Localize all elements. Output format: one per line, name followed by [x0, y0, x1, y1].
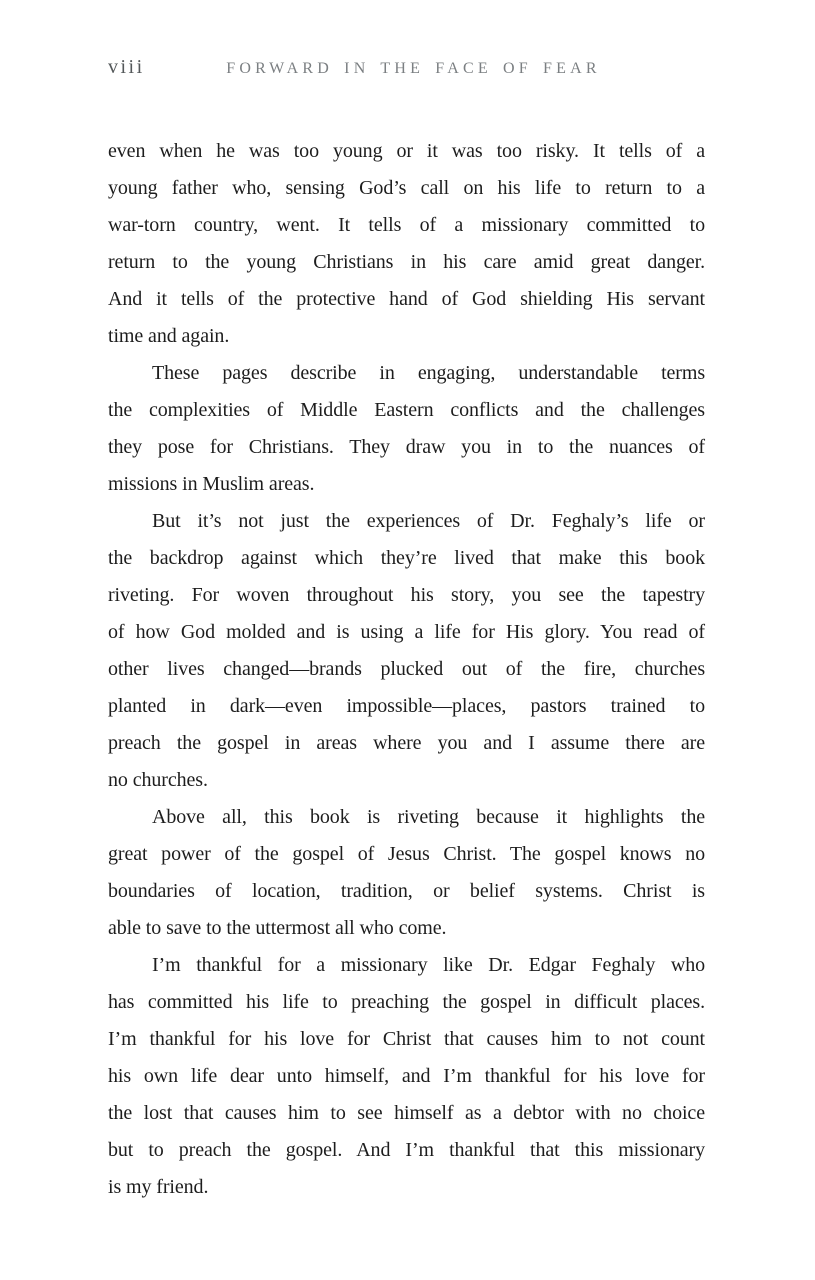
text-line: of how God molded and is using a life for His glory. You read of [108, 621, 705, 643]
running-head: FORWARD IN THE FACE OF FEAR [226, 60, 601, 77]
text-line: planted in dark—even impossible—places, pastors trained to [108, 695, 705, 717]
text-line: Above all, this book is riveting because it highlights the [152, 806, 705, 828]
text-line: And it tells of the protective hand of God shielding His servant [108, 288, 705, 310]
text-line: has committed his life to preaching the gospel in difficult places. [108, 991, 705, 1013]
text-line: but to preach the gospel. And I’m thankful that this missionary [108, 1139, 705, 1161]
text-line: riveting. For woven throughout his story, you see the tapestry [108, 584, 705, 606]
text-line: his own life dear unto himself, and I’m thankful for his love for [108, 1065, 705, 1087]
text-line: other lives changed—brands plucked out of the fire, churches [108, 658, 705, 680]
text-line: I’m thankful for a missionary like Dr. Edgar Feghaly who [152, 954, 705, 976]
text-line: time and again. [108, 325, 230, 347]
text-line: But it’s not just the experiences of Dr. Feghaly’s life or [152, 510, 705, 532]
text-line: even when he was too young or it was too risky. It tells of a [108, 140, 705, 162]
text-line: preach the gospel in areas where you and I assume there are [108, 732, 705, 754]
text-line: they pose for Christians. They draw you in to the nuances of [108, 436, 705, 458]
paragraph [108, 503, 705, 799]
text-line: the lost that causes him to see himself as a debtor with no choice [108, 1102, 705, 1124]
paragraph [108, 947, 705, 1206]
text-line: boundaries of location, tradition, or belief systems. Christ is [108, 880, 705, 902]
text-line: great power of the gospel of Jesus Christ. The gospel knows no [108, 843, 705, 865]
body-text [108, 133, 705, 1206]
paragraph [108, 355, 705, 503]
text-line: missions in Muslim areas. [108, 473, 315, 495]
page-number: viii [108, 56, 145, 78]
text-line: These pages describe in engaging, understandable terms [152, 362, 705, 384]
text-line: the complexities of Middle Eastern conflicts and the challenges [108, 399, 705, 421]
paragraph [108, 133, 705, 355]
text-line: the backdrop against which they’re lived that make this book [108, 547, 705, 569]
text-line: return to the young Christians in his care amid great danger. [108, 251, 705, 273]
text-line: war-torn country, went. It tells of a missionary committed to [108, 214, 705, 236]
text-line: I’m thankful for his love for Christ that causes him to not count [108, 1028, 705, 1050]
text-line: young father who, sensing God’s call on his life to return to a [108, 177, 705, 199]
paragraph [108, 799, 705, 947]
text-line: able to save to the uttermost all who come. [108, 917, 447, 939]
text-line: no churches. [108, 769, 208, 791]
text-line: is my friend. [108, 1176, 209, 1198]
